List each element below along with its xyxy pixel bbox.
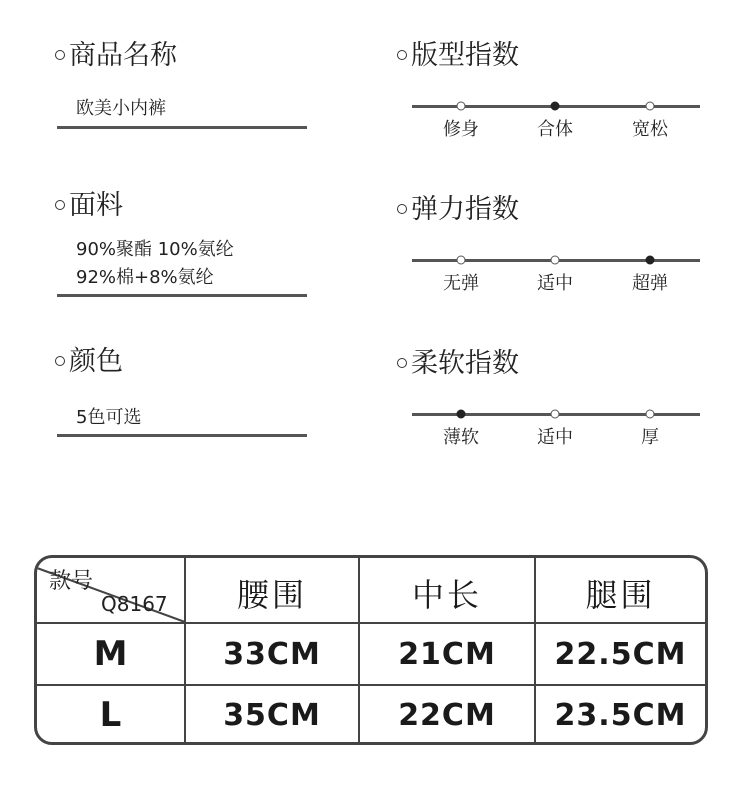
- scale-marker: [551, 256, 560, 265]
- index-heading: [397, 40, 519, 72]
- header-waist: 腰围: [236, 576, 307, 614]
- table-cell: 22CM: [398, 697, 496, 733]
- spec-heading-color: [55, 346, 123, 378]
- divider: [57, 434, 307, 437]
- spec-value: 欧美小内裤: [76, 98, 166, 119]
- divider: [57, 126, 307, 129]
- scale-label: 修身: [443, 119, 479, 140]
- scale-marker: [646, 102, 655, 111]
- header-length: 中长: [411, 576, 482, 614]
- header-leg: 腿围: [585, 576, 656, 614]
- bullet-circle-icon: [55, 50, 65, 60]
- scale-label: 适中: [537, 427, 573, 448]
- table-cell: 35CM: [223, 697, 321, 733]
- size-label-l: L: [99, 695, 122, 735]
- scale-marker: [646, 256, 655, 265]
- divider: [57, 294, 307, 297]
- index-title: 版型指数: [411, 40, 519, 71]
- spec-value: 5色可选: [76, 407, 142, 428]
- spec-title: 商品名称: [69, 40, 177, 71]
- scale-label: 无弹: [443, 273, 479, 294]
- table-cell: 21CM: [398, 636, 496, 672]
- spec-title: 颜色: [69, 346, 123, 377]
- scale-marker: [457, 102, 466, 111]
- size-table: [34, 555, 708, 745]
- index-heading: [397, 348, 519, 380]
- table-cell: 22.5CM: [554, 636, 687, 672]
- spec-heading-fabric: [55, 190, 123, 222]
- index-heading: [397, 194, 519, 226]
- bullet-circle-icon: [55, 356, 65, 366]
- scale-marker: [551, 102, 560, 111]
- bullet-circle-icon: [397, 358, 407, 368]
- style-number-label: 款号: [49, 569, 94, 594]
- table-cell: 23.5CM: [554, 697, 687, 733]
- scale-label: 合体: [537, 119, 573, 140]
- scale-label: 适中: [537, 273, 573, 294]
- scale-label: 超弹: [632, 273, 668, 294]
- scale-marker: [457, 256, 466, 265]
- bullet-circle-icon: [55, 200, 65, 210]
- scale-label: 厚: [641, 427, 659, 448]
- scale-marker: [551, 410, 560, 419]
- spec-heading-product-name: [55, 40, 177, 72]
- scale-marker: [457, 410, 466, 419]
- scale-marker: [646, 410, 655, 419]
- spec-value-line2: 92%棉+8%氨纶: [76, 267, 214, 288]
- spec-title: 面料: [69, 190, 123, 221]
- bullet-circle-icon: [397, 50, 407, 60]
- style-number-value: Q8167: [101, 592, 168, 616]
- index-title: 柔软指数: [411, 348, 519, 379]
- scale-label: 薄软: [443, 427, 479, 448]
- spec-value-line1: 90%聚酯 10%氨纶: [76, 239, 234, 260]
- index-title: 弹力指数: [411, 194, 519, 225]
- size-label-m: M: [93, 634, 128, 674]
- table-cell: 33CM: [223, 636, 321, 672]
- scale-label: 宽松: [632, 119, 668, 140]
- bullet-circle-icon: [397, 204, 407, 214]
